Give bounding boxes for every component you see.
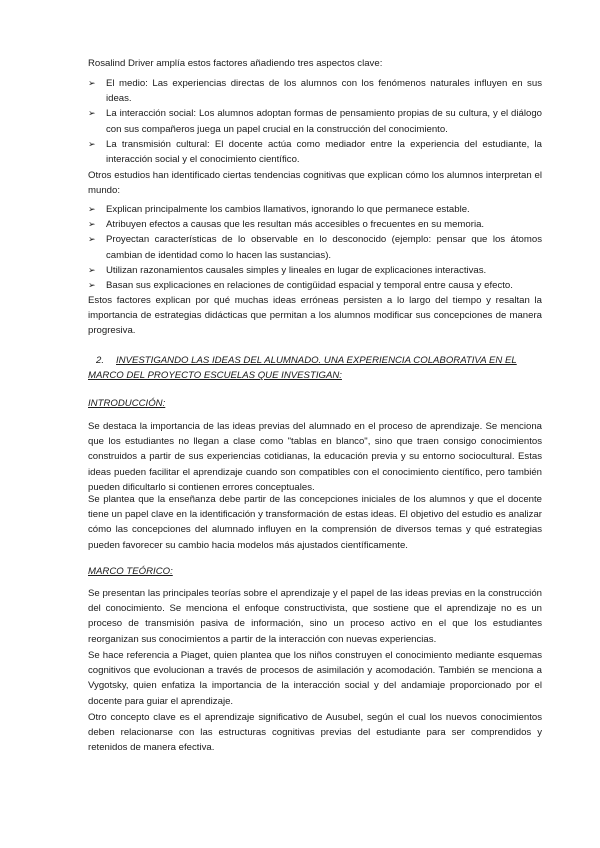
- list-item: ➢ Basan sus explicaciones en relaciones de contigüidad espacial y temporal entre causa y efecto.: [88, 278, 542, 293]
- introduccion-heading: INTRODUCCIÓN:: [88, 398, 166, 409]
- section-title: INVESTIGANDO LAS IDEAS DEL ALUMNADO. UNA EXPERIENCIA COLABORATIVA EN EL MARCO DEL PROYECTO ESCUELAS QUE INVESTIGAN:: [88, 355, 517, 382]
- list-item: ➢ Proyectan características de lo observable en lo desconocido (ejemplo: pensar que los átomos cambian de identidad como lo hacen las sustancias).: [88, 234, 542, 261]
- list-item: ➢ El medio: Las experiencias directas de los alumnos con los fenómenos naturales influyen en sus ideas.: [88, 78, 542, 105]
- intro-paragraph: Se plantea que la enseñanza debe partir de las concepciones iniciales de los alumnos y que el docente tiene un papel clave en la identificación y transformación de estas ideas. El objetivo del estudio es analizar cómo las concepciones del alumnado influyen en la comprensión de diversos temas y qué estrategias pueden favorecer su cambio hacia modelos más ajustados científicamente.: [88, 494, 542, 551]
- arrow-bullet-icon: ➢: [88, 108, 96, 119]
- intro-paragraph: Se destaca la importancia de las ideas previas del alumnado en el proceso de aprendizaje. Se menciona que los estudiantes no llegan a clase como "tablas en blanco", sino que traen consigo conocimientos construidos a partir de sus experiencias cotidianas, la educación previa y su entorno sociocultural. Estas ideas pueden facilitar el aprendizaje cuando son compatibles con el conocimiento científico, pero también pueden dificultarlo si contienen errores conceptuales.: [88, 421, 542, 493]
- marco-paragraph: Otro concepto clave es el aprendizaje significativo de Ausubel, según el cual los nuevos conocimientos deben relacionarse con las estructuras cognitivas previas del estudiante para ser comprendidos y retenidos de manera efectiva.: [88, 712, 542, 754]
- list-item: ➢ Utilizan razonamientos causales simples y lineales en lugar de explicaciones interactivas.: [88, 263, 542, 278]
- list-item: ➢ Explican principalmente los cambios llamativos, ignorando lo que permanece estable.: [88, 202, 542, 217]
- driver-intro-line: Rosalind Driver amplía estos factores añadiendo tres aspectos clave:: [88, 58, 383, 69]
- factors-conclusion: Estos factores explican por qué muchas ideas erróneas persisten a lo largo del tiempo y resaltan la importancia de estrategias didácticas que permitan a los alumnos modificar sus concepciones de manera progresiva.: [88, 295, 542, 337]
- arrow-bullet-icon: ➢: [88, 204, 96, 214]
- arrow-bullet-icon: ➢: [88, 264, 96, 275]
- arrow-bullet-icon: ➢: [88, 138, 96, 149]
- arrow-bullet-icon: ➢: [88, 219, 96, 230]
- marco-paragraph: Se hace referencia a Piaget, quien plantea que los niños construyen el conocimiento mediante esquemas cognitivos que evolucionan a través de procesos de asimilación y acomodación. También se menciona a Vygotsky, quien enfatiza la importancia de la interacción social y del andamiaje proporcionado por el docente para guiar el aprendizaje.: [88, 650, 542, 707]
- marco-paragraph: Se presentan las principales teorías sobre el aprendizaje y el papel de las ideas previas en la construcción del conocimiento. Se menciona el enfoque constructivista, que sostiene que el aprendizaje no es un proceso de transmisión pasiva de información, sino un proceso activo en el que los estudiantes reorganizan sus conocimientos a partir de la interacción con nuevas experiencias.: [88, 588, 542, 645]
- arrow-bullet-icon: ➢: [88, 234, 96, 245]
- arrow-bullet-icon: ➢: [88, 280, 96, 291]
- list-item: ➢ La interacción social: Los alumnos adoptan formas de pensamiento propias de su cultura, y el diálogo con sus compañeros juega un papel crucial en la construcción del conocimiento.: [88, 108, 542, 135]
- marco-teorico-heading: MARCO TEÓRICO:: [88, 566, 173, 577]
- driver-aspects-list: [88, 76, 542, 167]
- tendencies-intro: Otros estudios han identificado ciertas tendencias cognitivas que explican cómo los alumnos interpretan el mundo:: [88, 170, 542, 197]
- tendencies-list: [88, 202, 542, 293]
- section-number: 2.: [96, 355, 105, 366]
- section-2-heading: [88, 353, 542, 383]
- arrow-bullet-icon: ➢: [88, 78, 96, 88]
- list-item: ➢ Atribuyen efectos a causas que les resultan más accesibles o frecuentes en su memoria.: [88, 217, 542, 232]
- list-item: ➢ La transmisión cultural: El docente actúa como mediador entre la experiencia del estudiante, la interacción social y el conocimiento científico.: [88, 138, 542, 166]
